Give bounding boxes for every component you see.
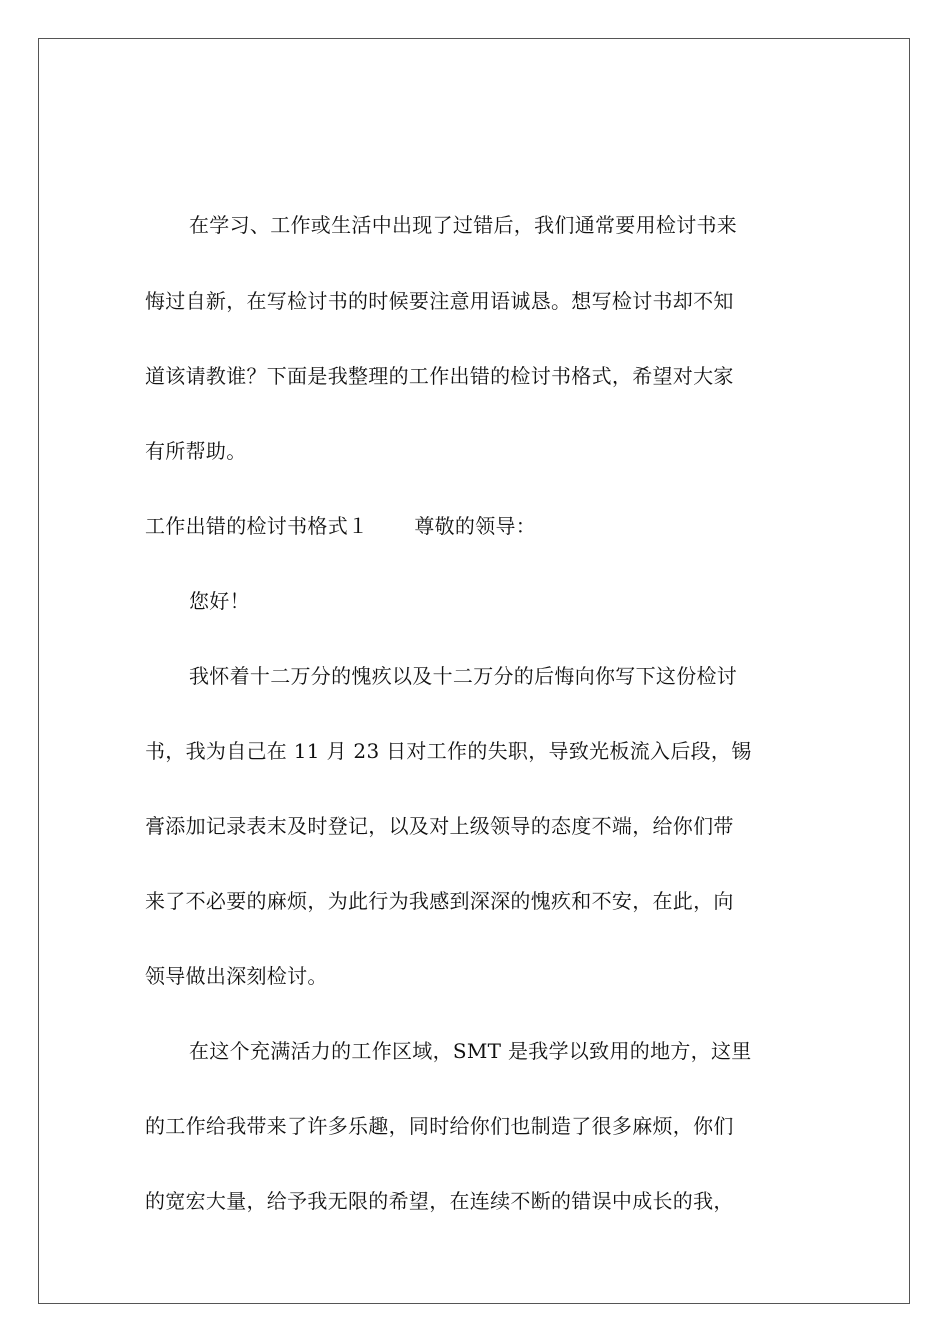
paragraph2-line-3: 的宽宏大量，给予我无限的希望，在连续不断的错误中成长的我， (145, 1189, 734, 1213)
intro-line-3: 道该请教谁？下面是我整理的工作出错的检讨书格式，希望对大家 (145, 364, 734, 388)
salutation: 尊敬的领导： (414, 514, 537, 538)
section-title: 工作出错的检讨书格式１ (145, 514, 369, 538)
paragraph1-line-1: 我怀着十二万分的愧疚以及十二万分的后悔向你写下这份检讨 (189, 664, 738, 688)
greeting: 您好！ (189, 589, 250, 613)
paragraph1-line-3: 膏添加记录表末及时登记，以及对上级领导的态度不端，给你们带 (145, 814, 734, 838)
paragraph1-line-4: 来了不必要的麻烦，为此行为我感到深深的愧疚和不安，在此，向 (145, 889, 734, 913)
paragraph1-line-2: 书，我为自己在 11 月 23 日对工作的失职，导致光板流入后段，锡 (145, 739, 752, 763)
paragraph2-line-1: 在这个充满活力的工作区域，SMT 是我学以致用的地方，这里 (189, 1039, 752, 1063)
intro-line-4: 有所帮助。 (145, 439, 247, 463)
intro-line-2: 悔过自新，在写检讨书的时候要注意用语诚恳。想写检讨书却不知 (145, 289, 734, 313)
paragraph1-line-5: 领导做出深刻检讨。 (145, 964, 328, 988)
paragraph2-line-2: 的工作给我带来了许多乐趣，同时给你们也制造了很多麻烦，你们 (145, 1114, 734, 1138)
section-heading-line (145, 513, 805, 539)
intro-line-1: 在学习、工作或生活中出现了过错后，我们通常要用检讨书来 (189, 213, 738, 237)
